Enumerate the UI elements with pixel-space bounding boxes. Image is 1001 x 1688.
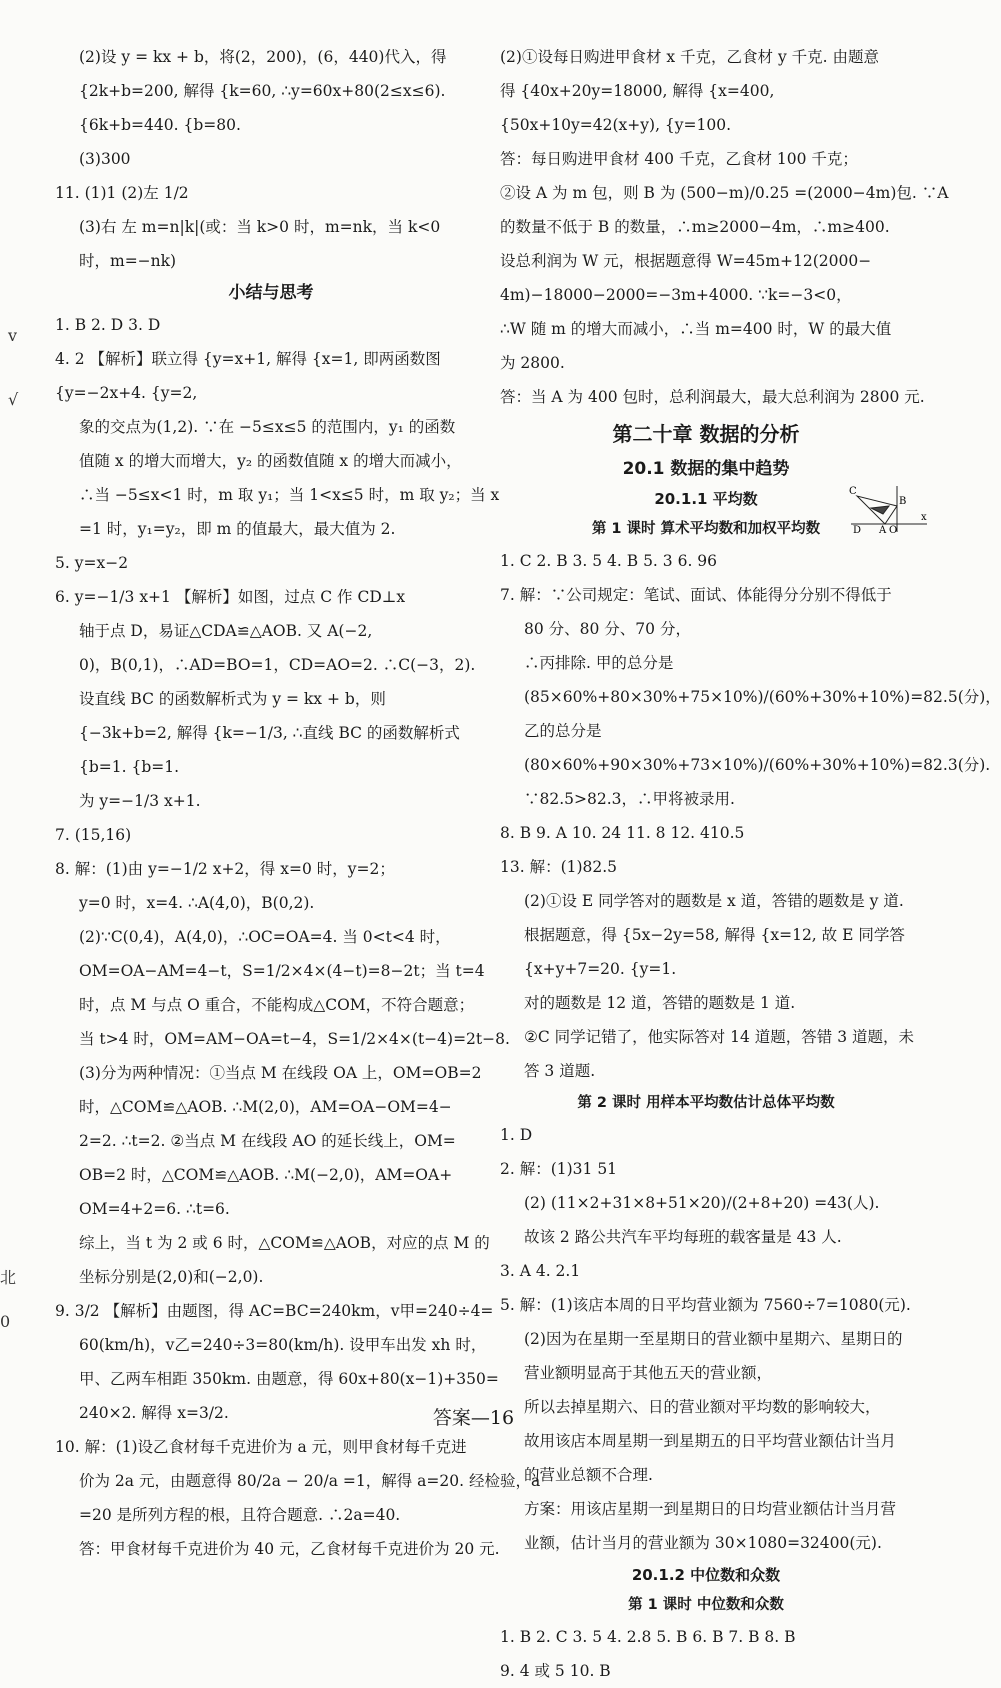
text-line: 8. 解：(1)由 y=−1/2 x+2，得 x=0 时，y=2； — [55, 860, 395, 878]
text-line: 60(km/h)，v乙=240÷3=80(km/h). 设甲车出发 xh 时， — [79, 1336, 487, 1354]
text-line: ∴丙排除. 甲的总分是 — [524, 654, 674, 672]
label-b: B — [899, 496, 907, 507]
text-line: 4m)−18000−2000=−3m+4000. ∵k=−3<0， — [500, 286, 852, 304]
text-line: 的数量不低于 B 的数量，∴m≥2000−4m，∴m≥400. — [500, 218, 890, 236]
text-line: (2)设 y = kx + b，将(2，200)，(6，440)代入，得 — [79, 48, 447, 66]
text-line: 价为 2a 元，由题意得 80/2a − 20/a =1，解得 a=20. 经检验，a — [79, 1472, 541, 1490]
text-line: 设总利润为 W 元，根据题意得 W=45m+12(2000− — [500, 252, 872, 270]
text-line: 2. 解：(1)31 51 — [500, 1160, 618, 1178]
text-line: {x+y+7=20. {y=1. — [524, 960, 677, 978]
text-line: OM=4+2=6. ∴t=6. — [79, 1200, 230, 1218]
text-line: {50x+10y=42(x+y), {y=100. — [500, 116, 732, 134]
text-line: 答：每日购进甲食材 400 千克，乙食材 100 千克； — [500, 150, 858, 168]
text-line: 1. C 2. B 3. 5 4. B 5. 3 6. 96 — [500, 552, 718, 570]
section-heading: 第 2 课时 用样本平均数估计总体平均数 — [577, 1095, 835, 1111]
text-line: (3)分为两种情况：①当点 M 在线段 OA 上，OM=OB=2 — [79, 1064, 482, 1082]
text-line: 5. 解：(1)该店本周的日平均营业额为 7560÷7=1080(元). — [500, 1296, 911, 1314]
text-line: 240×2. 解得 x=3/2. — [79, 1404, 229, 1422]
text-line: y=0 时，x=4. ∴A(4,0)，B(0,2). — [79, 894, 315, 912]
text-line: 象的交点为(1,2). ∵在 −5≤x≤5 的范围内，y₁ 的函数 — [79, 418, 456, 436]
text-line: 5. y=x−2 — [55, 554, 129, 572]
text-line: 的营业总额不合理. — [524, 1466, 653, 1484]
text-line: ∴当 −5≤x<1 时，m 取 y₁；当 1<x≤5 时，m 取 y₂；当 x — [79, 486, 500, 504]
label-o: O — [889, 525, 898, 536]
text-line: 营业额明显高于其他五天的营业额， — [524, 1364, 773, 1382]
right-column — [500, 40, 1001, 1688]
text-line: 为 y=−1/3 x+1. — [79, 792, 201, 810]
text-line: {−3k+b=2, 解得 {k=−1/3, ∴直线 BC 的函数解析式 — [79, 724, 460, 742]
text-line: 0)，B(0,1)，∴AD=BO=1，CD=AO=2. ∴C(−3，2). — [79, 656, 476, 674]
section-heading: 20.1 数据的集中趋势 — [622, 459, 790, 479]
text-line: OM=OA−AM=4−t，S=1/2×4×(4−t)=8−2t；当 t=4 — [79, 962, 485, 980]
text-line: ∵82.5>82.3，∴甲将被录用. — [524, 790, 735, 808]
text-line: {b=1. {b=1. — [79, 758, 180, 776]
text-line: (85×60%+80×30%+75×10%)/(60%+30%+10%)=82.5(分)， — [524, 688, 1001, 706]
text-line: 10. 解：(1)设乙食材每千克进价为 a 元，则甲食材每千克进 — [55, 1438, 467, 1456]
text-line: 综上，当 t 为 2 或 6 时，△COM≌△AOB，对应的点 M 的 — [79, 1234, 490, 1252]
text-line: 时，点 M 与点 O 重合，不能构成△COM，不符合题意； — [79, 996, 475, 1014]
text-line: (2) (11×2+31×8+51×20)/(2+8+20) =43(人). — [524, 1194, 880, 1212]
text-line: 7. 解：∵公司规定：笔试、面试、体能得分分别不得低于 — [500, 586, 892, 604]
text-line: 得 {40x+20y=18000, 解得 {x=400, — [500, 82, 775, 100]
text-line: 设直线 BC 的函数解析式为 y = kx + b，则 — [79, 690, 386, 708]
text-line: 3. A 4. 2.1 — [500, 1262, 581, 1280]
text-line: {y=−2x+4. {y=2, — [55, 384, 198, 402]
label-c: C — [849, 486, 857, 497]
text-line: 轴于点 D，易证△CDA≌△AOB. 又 A(−2, — [79, 622, 373, 640]
text-line: (2)①设每日购进甲食材 x 千克，乙食材 y 千克. 由题意 — [500, 48, 880, 66]
text-line: 答：当 A 为 400 包时，总利润最大，最大总利润为 2800 元. — [500, 388, 925, 406]
text-line: OB=2 时，△COM≌△AOB. ∴M(−2,0)，AM=OA+ — [79, 1166, 453, 1184]
section-heading: 第二十章 数据的分析 — [612, 422, 800, 446]
text-line: 6. y=−1/3 x+1 【解析】如图，过点 C 作 CD⊥x — [55, 588, 406, 606]
text-line: 根据题意，得 {5x−2y=58, 解得 {x=12, 故 E 同学答 — [524, 926, 905, 944]
text-line: 4. 2 【解析】联立得 {y=x+1, 解得 {x=1, 即两函数图 — [55, 350, 441, 368]
text-line: =1 时，y₁=y₂，即 m 的值最大，最大值为 2. — [79, 520, 396, 538]
text-line: 所以去掉星期六、日的营业额对平均数的影响较大， — [524, 1398, 881, 1416]
text-line: 80 分、80 分、70 分， — [524, 620, 691, 638]
label-a: A — [879, 525, 887, 536]
text-line: =20 是所列方程的根，且符合题意. ∴2a=40. — [79, 1506, 401, 1524]
label-d: D — [853, 525, 862, 536]
text-line: 13. 解：(1)82.5 — [500, 858, 618, 876]
text-line: 2=2. ∴t=2. ②当点 M 在线段 AO 的延长线上，OM= — [79, 1132, 456, 1150]
text-line: 1. D — [500, 1126, 533, 1144]
section-heading: 第 1 课时 中位数和众数 — [628, 1597, 784, 1613]
text-line: (2)因为在星期一至星期日的营业额中星期六、星期日的 — [524, 1330, 903, 1348]
section-heading: 20.1.1 平均数 — [654, 490, 758, 508]
text-line: 对的题数是 12 道，答错的题数是 1 道. — [524, 994, 796, 1012]
text-line: 1. B 2. C 3. 5 4. 2.8 5. B 6. B 7. B 8. B — [500, 1628, 796, 1646]
text-line: 时，m=−nk) — [79, 252, 177, 270]
text-line: 7. (15,16) — [55, 826, 132, 844]
text-line: 坐标分别是(2,0)和(−2,0). — [79, 1268, 264, 1286]
text-line: 11. (1)1 (2)左 1/2 — [55, 184, 189, 202]
label-x: x — [921, 512, 927, 523]
text-line: 故用该店本周星期一到星期五的日平均营业额估计当月 — [524, 1432, 897, 1450]
text-line: (2)①设 E 同学答对的题数是 x 道，答错的题数是 y 道. — [524, 892, 904, 910]
triangle-figure — [849, 484, 929, 534]
page-footer: 答案—16 — [432, 1407, 515, 1429]
text-line: (80×60%+90×30%+73×10%)/(60%+30%+10%)=82.3(分). — [524, 756, 991, 774]
margin-mark: √ — [8, 390, 19, 409]
text-line: {2k+b=200, 解得 {k=60, ∴y=60x+80(2≤x≤6). — [79, 82, 446, 100]
text-line: 故该 2 路公共汽车平均每班的载客量是 43 人. — [524, 1228, 842, 1246]
text-line: (2)∵C(0,4)，A(4,0)，∴OC=OA=4. 当 0<t<4 时， — [79, 928, 451, 946]
text-line: 1. B 2. D 3. D — [55, 316, 161, 334]
text-line: (3)右 左 m=n|k|(或：当 k>0 时，m=nk，当 k<0 — [79, 218, 441, 236]
section-heading: 小结与思考 — [228, 283, 314, 303]
section-heading: 第 1 课时 算术平均数和加权平均数 — [591, 521, 821, 537]
text-line: 当 t>4 时，OM=AM−OA=t−4，S=1/2×4×(t−4)=2t−8. — [79, 1030, 510, 1048]
margin-mark: v — [8, 326, 18, 345]
text-line: (3)300 — [79, 150, 131, 168]
text-line: ②设 A 为 m 包，则 B 为 (500−m)/0.25 =(2000−4m)包. ∵A — [500, 184, 949, 202]
text-line: ∴W 随 m 的增大而减小，∴当 m=400 时，W 的最大值 — [500, 320, 892, 338]
text-line: 乙的总分是 — [524, 722, 602, 740]
text-line: 业额，估计当月的营业额为 30×1080=32400(元). — [524, 1534, 882, 1552]
text-line: 9. 4 或 5 10. B — [500, 1662, 611, 1680]
text-line: 值随 x 的增大而增大，y₂ 的函数值随 x 的增大而减小， — [79, 452, 462, 470]
section-heading: 20.1.2 中位数和众数 — [631, 1566, 781, 1584]
text-line: 方案：用该店星期一到星期日的日均营业额估计当月营 — [524, 1500, 897, 1518]
margin-mark: 0 — [0, 1312, 11, 1331]
text-line: 为 2800. — [500, 354, 565, 372]
text-line: {6k+b=440. {b=80. — [79, 116, 241, 134]
text-line: 9. 3/2 【解析】由题图，得 AC=BC=240km，v甲=240÷4= — [55, 1302, 494, 1320]
text-line: 答：甲食材每千克进价为 40 元，乙食材每千克进价为 20 元. — [79, 1540, 500, 1558]
text-line: 8. B 9. A 10. 24 11. 8 12. 410.5 — [500, 824, 745, 842]
text-line: 甲、乙两车相距 350km. 由题意，得 60x+80(x−1)+350= — [79, 1370, 499, 1388]
text-line: 时，△COM≌△AOB. ∴M(2,0)，AM=OA−OM=4− — [79, 1098, 452, 1116]
text-line: ②C 同学记错了，他实际答对 14 道题，答错 3 道题，未 — [524, 1028, 914, 1046]
margin-mark: 北 — [0, 1268, 17, 1287]
text-line: 答 3 道题. — [524, 1062, 596, 1080]
